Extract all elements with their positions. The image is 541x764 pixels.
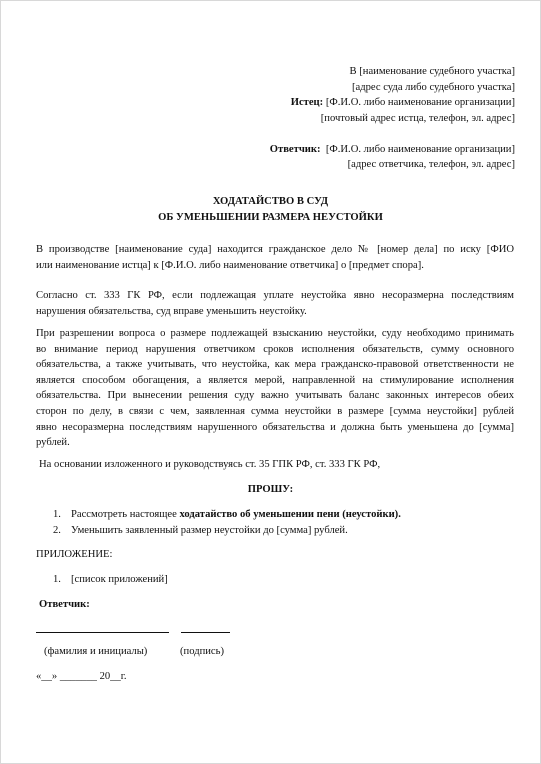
- defendant-label: Ответчик:: [269, 144, 321, 155]
- signature-label: Ответчик:: [39, 599, 90, 610]
- paragraph-line: обязательства. При вынесении решения суду важно учитывать баланс законных интересов обеих: [36, 390, 514, 402]
- paragraph-line: сторон по делу, в связи с чем, заявленная сумма неустойки в размере [сумма неустойки] рублей: [36, 405, 514, 417]
- plaintiff-address: [почтовый адрес истца, телефон, эл. адрес]: [320, 113, 515, 124]
- sign-caption: (подпись): [180, 646, 224, 657]
- name-caption: (фамилия и инициалы): [44, 646, 148, 657]
- paragraph-case-info: [36, 242, 514, 273]
- paragraph-line: При разрешении вопроса о размере подлежащей взысканию неустойки, суду необходимо принимать: [36, 328, 514, 339]
- request-item-1-bold: ходатайство об уменьшении пени (неустойки).: [179, 509, 401, 520]
- attachment-item-1-number: 1.: [53, 574, 61, 585]
- paragraph-line: нарушения обязательства, суд вправе уменьшить неустойку.: [36, 305, 307, 317]
- paragraph-line: Согласно ст. 333 ГК РФ, если подлежащая уплате неустойка явно несоразмерна последствиям: [36, 290, 514, 301]
- paragraph-line: обязательства, а также учитывать, что неустойка, как мера гражданско-правовой ответственности не: [36, 359, 514, 371]
- paragraph-law-reference: [36, 288, 514, 319]
- defendant-name: [Ф.И.О. либо наименование организации]: [325, 144, 515, 155]
- paragraph-argument: [36, 326, 514, 451]
- document-title-line2: ОБ УМЕНЬШЕНИИ РАЗМЕРА НЕУСТОЙКИ: [158, 212, 383, 223]
- request-heading: ПРОШУ:: [247, 484, 294, 495]
- request-item-2-number: 2.: [53, 525, 61, 536]
- court-address: [адрес суда либо судебного участка]: [352, 82, 515, 93]
- request-item-1: [71, 509, 401, 521]
- defendant-line: [270, 144, 515, 156]
- paragraph-basis: На основании изложенного и руководствуясь ст. 35 ГПК РФ, ст. 333 ГК РФ,: [39, 459, 381, 470]
- defendant-address: [адрес ответчика, телефон, эл. адрес]: [347, 159, 515, 170]
- sign-signature-line: [181, 632, 230, 633]
- attachments-heading: ПРИЛОЖЕНИЕ:: [36, 549, 113, 560]
- name-signature-line: [36, 632, 169, 633]
- court-name: В [наименование судебного участка]: [349, 66, 515, 77]
- paragraph-line: рублей.: [36, 437, 70, 449]
- paragraph-line: является способом обогащения, а является мерой, направленной на стимулирование исполнения: [36, 374, 514, 386]
- plaintiff-line: [291, 97, 515, 109]
- plaintiff-name: [Ф.И.О. либо наименование организации]: [325, 97, 515, 108]
- signature-date: «__» _______ 20__г.: [36, 671, 127, 682]
- document-title-line1: ХОДАТАЙСТВО В СУД: [212, 196, 329, 207]
- request-item-1-text: Рассмотреть настоящее: [71, 509, 180, 520]
- paragraph-line: во внимание период нарушения ответчиком сроков исполнения обязательств, сумму основного: [36, 343, 514, 355]
- paragraph-line: или наименование истца] к [Ф.И.О. либо наименование ответчика] о [предмет спора].: [36, 259, 424, 271]
- attachment-item-1: [список приложений]: [71, 574, 168, 585]
- request-item-2: Уменьшить заявленный размер неустойки до [сумма] рублей.: [71, 525, 348, 536]
- paragraph-line: В производстве [наименование суда] находится гражданское дело № [номер дела] по иску [ФИО: [36, 244, 514, 255]
- paragraph-line: явно несоразмерна последствиям нарушенного обязательства и должна быть уменьшена до [сумма]: [36, 421, 514, 433]
- plaintiff-label: Истец:: [290, 97, 324, 108]
- request-item-1-number: 1.: [53, 509, 61, 520]
